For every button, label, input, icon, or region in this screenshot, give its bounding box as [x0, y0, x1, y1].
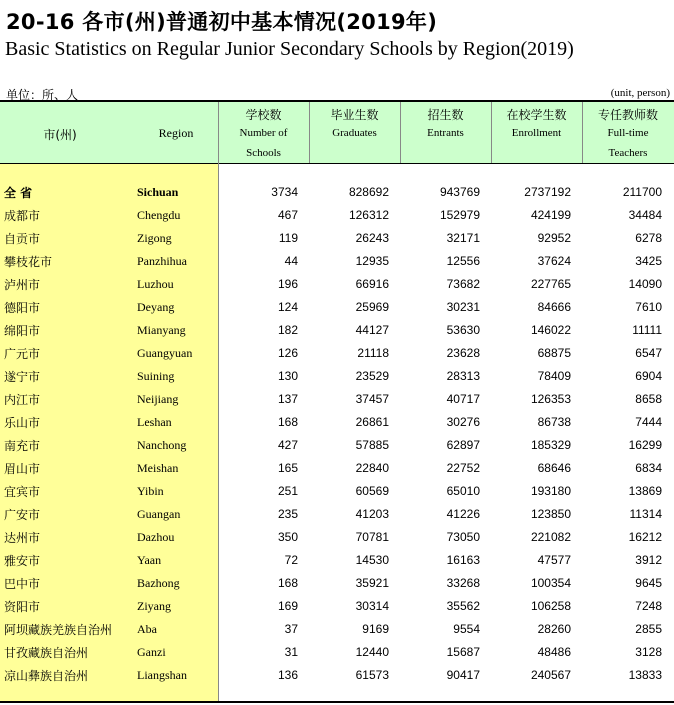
teachers-value: 7610: [635, 300, 662, 314]
entrants-value: 62897: [446, 438, 480, 452]
header-region-english: Region: [158, 126, 194, 140]
schools-value: 124: [277, 300, 298, 314]
enrollment-value: 86738: [537, 415, 571, 429]
teachers-value: 8658: [635, 392, 662, 406]
schools-value: 31: [284, 645, 298, 659]
teachers-value: 3912: [635, 553, 662, 567]
teachers-value: 13869: [628, 484, 662, 498]
header-teachers-chinese: 专任教师数: [597, 108, 658, 122]
region-name-chinese: 全 省: [4, 186, 33, 200]
table-row: [0, 387, 674, 410]
entrants-value: 12556: [446, 254, 480, 268]
entrants-value: 53630: [446, 323, 480, 337]
schools-value: 168: [277, 415, 298, 429]
graduates-value: 26243: [355, 231, 389, 245]
graduates-value: 828692: [348, 185, 389, 199]
header-enrollment-chinese: 在校学生数: [506, 108, 567, 122]
table-row: [0, 249, 674, 272]
graduates-value: 21118: [357, 346, 389, 360]
region-name-english: Chengdu: [137, 208, 181, 222]
header-enrollment-english: Enrollment: [511, 127, 562, 139]
page-title-english: Basic Statistics on Regular Junior Secondary Schools by Region(2019): [5, 38, 574, 60]
graduates-value: 57885: [355, 438, 389, 452]
schools-value: 126: [277, 346, 298, 360]
region-name-chinese: 甘孜藏族自治州: [4, 646, 89, 660]
teachers-value: 6904: [635, 369, 662, 383]
graduates-value: 9169: [362, 622, 389, 636]
region-name-english: Leshan: [137, 415, 172, 429]
teachers-value: 211700: [622, 185, 662, 199]
schools-value: 427: [277, 438, 298, 452]
graduates-value: 60569: [355, 484, 389, 498]
region-name-english: Yaan: [137, 553, 162, 567]
table-row: [0, 571, 674, 594]
enrollment-value: 126353: [530, 392, 571, 406]
schools-value: 251: [277, 484, 298, 498]
entrants-value: 41226: [446, 507, 480, 521]
table-row: [0, 479, 674, 502]
teachers-value: 16212: [628, 530, 662, 544]
entrants-value: 73050: [446, 530, 480, 544]
region-name-english: Suining: [137, 369, 175, 383]
region-name-english: Luzhou: [137, 277, 174, 291]
graduates-value: 12440: [355, 645, 389, 659]
enrollment-value: 28260: [537, 622, 571, 636]
region-name-chinese: 内江市: [4, 393, 41, 407]
unit-label-chinese: 单位：所、人: [6, 88, 79, 102]
table-row: [0, 180, 674, 203]
schools-value: 130: [277, 369, 298, 383]
region-name-english: Deyang: [137, 300, 175, 314]
teachers-value: 13833: [628, 668, 662, 682]
enrollment-value: 227765: [530, 277, 571, 291]
graduates-value: 14530: [355, 553, 389, 567]
teachers-value: 14090: [628, 277, 662, 291]
header-teachers-english-2: Teachers: [608, 147, 648, 159]
header-teachers-english-1: Full-time: [607, 127, 649, 139]
table-row: [0, 203, 674, 226]
region-name-chinese: 广安市: [4, 508, 41, 522]
entrants-value: 73682: [446, 277, 480, 291]
header-schools-english-1: Number of: [239, 127, 288, 139]
header-graduates-english: Graduates: [332, 127, 377, 139]
entrants-value: 90417: [446, 668, 480, 682]
table-bottom-rule: [0, 701, 674, 703]
entrants-value: 30276: [446, 415, 480, 429]
region-name-english: Panzhihua: [137, 254, 187, 268]
schools-value: 196: [277, 277, 298, 291]
region-name-english: Neijiang: [137, 392, 179, 406]
enrollment-value: 100354: [530, 576, 571, 590]
teachers-value: 11111: [632, 323, 662, 337]
table-row: [0, 663, 674, 686]
schools-value: 182: [277, 323, 298, 337]
header-entrants-english: Entrants: [427, 127, 464, 139]
enrollment-value: 185329: [530, 438, 571, 452]
enrollment-value: 47577: [537, 553, 571, 567]
region-name-english: Guangyuan: [137, 346, 193, 360]
teachers-value: 6278: [635, 231, 662, 245]
schools-value: 119: [278, 231, 298, 245]
schools-value: 37: [284, 622, 298, 636]
graduates-value: 35921: [355, 576, 389, 590]
region-name-chinese: 广元市: [4, 347, 41, 361]
region-name-english: Guangan: [137, 507, 181, 521]
region-name-english: Bazhong: [137, 576, 180, 590]
page-title-chinese: 20-16 各市(州)普通初中基本情况(2019年): [6, 10, 438, 34]
schools-value: 467: [277, 208, 298, 222]
header-entrants-chinese: 招生数: [427, 108, 464, 122]
entrants-value: 35562: [446, 599, 480, 613]
table-row: [0, 341, 674, 364]
entrants-value: 33268: [446, 576, 480, 590]
header-graduates-chinese: 毕业生数: [330, 108, 379, 122]
table-row: [0, 226, 674, 249]
region-name-chinese: 南充市: [4, 439, 41, 453]
graduates-value: 26861: [355, 415, 389, 429]
region-name-english: Sichuan: [137, 185, 179, 199]
graduates-value: 66916: [355, 277, 389, 291]
entrants-value: 22752: [446, 461, 480, 475]
header-schools-chinese: 学校数: [245, 108, 282, 122]
table-row: [0, 617, 674, 640]
schools-value: 136: [277, 668, 298, 682]
entrants-value: 40717: [446, 392, 480, 406]
teachers-value: 6834: [635, 461, 662, 475]
enrollment-value: 2737192: [524, 185, 571, 199]
table-row: [0, 640, 674, 663]
teachers-value: 16299: [628, 438, 662, 452]
region-name-chinese: 成都市: [4, 209, 41, 223]
graduates-value: 23529: [355, 369, 389, 383]
teachers-value: 11314: [629, 507, 662, 521]
region-name-chinese: 遂宁市: [4, 370, 41, 384]
graduates-value: 30314: [355, 599, 389, 613]
entrants-value: 28313: [446, 369, 480, 383]
enrollment-value: 37624: [537, 254, 571, 268]
graduates-value: 12935: [355, 254, 389, 268]
region-name-chinese: 眉山市: [4, 462, 41, 476]
graduates-value: 22840: [355, 461, 389, 475]
region-name-chinese: 德阳市: [4, 301, 41, 315]
table-row: [0, 594, 674, 617]
schools-value: 168: [277, 576, 298, 590]
table-row: [0, 410, 674, 433]
enrollment-value: 84666: [537, 300, 571, 314]
enrollment-value: 48486: [537, 645, 571, 659]
region-name-english: Mianyang: [137, 323, 186, 337]
enrollment-value: 193180: [530, 484, 571, 498]
header-bottom-rule: [0, 163, 674, 164]
entrants-value: 152979: [439, 208, 480, 222]
region-name-english: Dazhou: [137, 530, 175, 544]
schools-value: 169: [277, 599, 298, 613]
region-name-english: Liangshan: [137, 668, 187, 682]
region-name-chinese: 巴中市: [4, 577, 41, 591]
teachers-value: 7248: [635, 599, 662, 613]
region-name-chinese: 达州市: [4, 531, 41, 545]
schools-value: 165: [277, 461, 298, 475]
graduates-value: 61573: [355, 668, 389, 682]
entrants-value: 15687: [446, 645, 480, 659]
enrollment-value: 68646: [537, 461, 571, 475]
teachers-value: 9645: [635, 576, 662, 590]
entrants-value: 9554: [453, 622, 480, 636]
table-row: [0, 318, 674, 341]
region-name-english: Zigong: [137, 231, 172, 245]
region-name-english: Yibin: [137, 484, 164, 498]
entrants-value: 16163: [446, 553, 480, 567]
enrollment-value: 146022: [530, 323, 571, 337]
enrollment-value: 123850: [530, 507, 571, 521]
region-name-chinese: 攀枝花市: [4, 255, 53, 269]
table-row: [0, 364, 674, 387]
schools-value: 350: [277, 530, 298, 544]
teachers-value: 3425: [635, 254, 662, 268]
teachers-value: 3128: [635, 645, 662, 659]
region-name-chinese: 资阳市: [4, 600, 41, 614]
entrants-value: 30231: [446, 300, 480, 314]
enrollment-value: 106258: [530, 599, 571, 613]
entrants-value: 943769: [439, 185, 480, 199]
header-region-chinese: 市(州): [43, 128, 77, 142]
header-schools-english-2: Schools: [246, 147, 281, 159]
schools-value: 235: [277, 507, 298, 521]
enrollment-value: 424199: [530, 208, 571, 222]
graduates-value: 70781: [355, 530, 389, 544]
unit-label-english: (unit, person): [610, 87, 670, 99]
table-row: [0, 456, 674, 479]
enrollment-value: 221082: [530, 530, 571, 544]
table-row: [0, 548, 674, 571]
schools-value: 137: [277, 392, 298, 406]
region-name-english: Aba: [137, 622, 157, 636]
region-name-chinese: 泸州市: [4, 278, 41, 292]
region-name-chinese: 宜宾市: [4, 485, 41, 499]
region-name-english: Nanchong: [137, 438, 187, 452]
table-row: [0, 295, 674, 318]
region-name-chinese: 乐山市: [4, 416, 41, 430]
region-name-chinese: 雅安市: [4, 554, 41, 568]
enrollment-value: 78409: [537, 369, 571, 383]
schools-value: 3734: [271, 185, 298, 199]
region-name-english: Ganzi: [137, 645, 166, 659]
graduates-value: 126312: [348, 208, 389, 222]
schools-value: 44: [284, 254, 298, 268]
teachers-value: 7444: [635, 415, 662, 429]
table-row: [0, 502, 674, 525]
graduates-value: 44127: [355, 323, 389, 337]
region-name-english: Meishan: [137, 461, 179, 475]
graduates-value: 25969: [355, 300, 389, 314]
teachers-value: 2855: [635, 622, 662, 636]
enrollment-value: 68875: [537, 346, 571, 360]
schools-value: 72: [284, 553, 298, 567]
enrollment-value: 240567: [530, 668, 571, 682]
table-top-rule: [0, 100, 674, 102]
table-row: [0, 272, 674, 295]
enrollment-value: 92952: [537, 231, 571, 245]
teachers-value: 6547: [635, 346, 662, 360]
graduates-value: 41203: [355, 507, 389, 521]
entrants-value: 32171: [446, 231, 480, 245]
table-row: [0, 525, 674, 548]
region-name-chinese: 自贡市: [4, 232, 41, 246]
entrants-value: 23628: [446, 346, 480, 360]
region-name-chinese: 凉山彝族自治州: [4, 669, 89, 683]
table-row: [0, 433, 674, 456]
region-name-chinese: 阿坝藏族羌族自治州: [4, 623, 113, 637]
region-name-english: Ziyang: [137, 599, 171, 613]
teachers-value: 34484: [628, 208, 662, 222]
region-name-chinese: 绵阳市: [4, 324, 41, 338]
entrants-value: 65010: [446, 484, 480, 498]
graduates-value: 37457: [355, 392, 389, 406]
